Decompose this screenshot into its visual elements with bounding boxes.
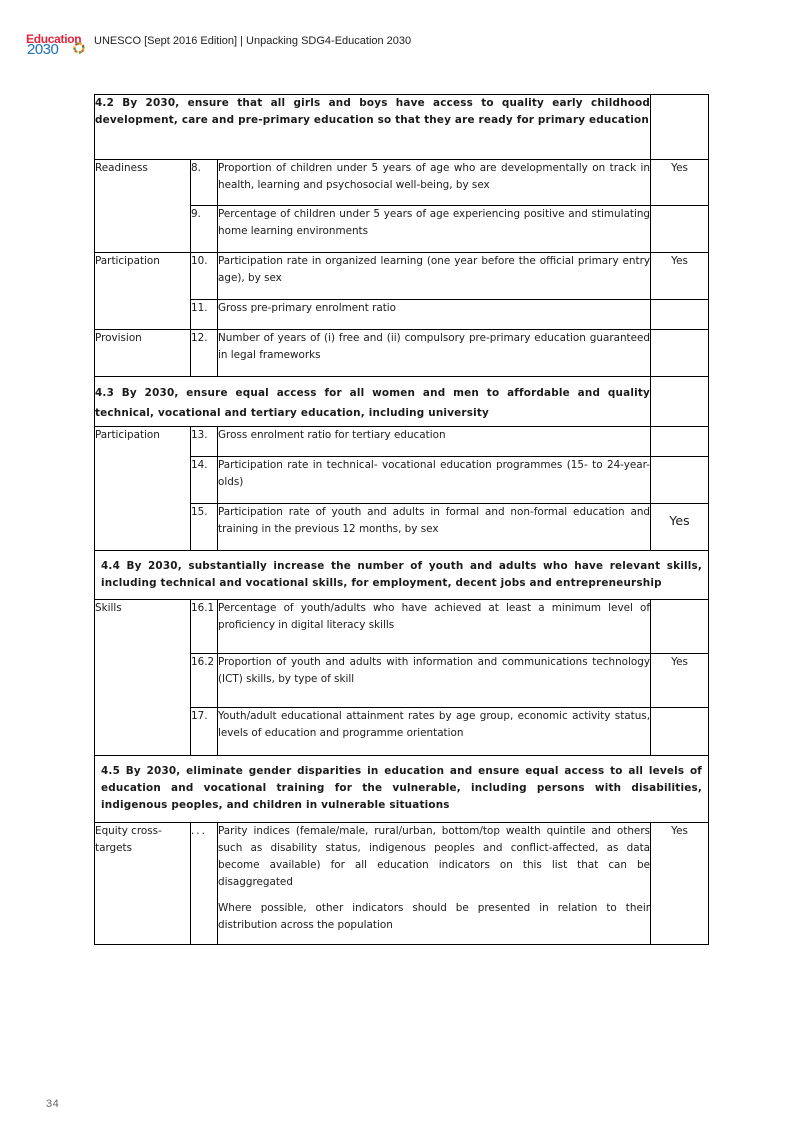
- indicator-description-paragraph: Where possible, other indicators should be presented in relation to their distribution across the population: [218, 902, 651, 931]
- header-title: UNESCO [Sept 2016 Edition] | Unpacking SDG4-Education 2030: [94, 35, 412, 47]
- target-header-row: [95, 756, 709, 823]
- indicator-number: 15.: [191, 504, 218, 551]
- indicator-description: Percentage of youth/adults who have achieved at least a minimum level of proficiency in digital literacy skills: [218, 600, 651, 654]
- theme-cell: Skills: [95, 600, 191, 756]
- global-indicator-flag: Yes: [651, 160, 709, 206]
- global-indicator-flag: Yes: [651, 823, 709, 945]
- indicator-number: 16.2: [191, 654, 218, 708]
- global-indicator-flag: [651, 206, 709, 253]
- indicator-description: Gross pre-primary enrolment ratio: [218, 300, 651, 330]
- indicator-description: Proportion of youth and adults with information and communications technology (ICT) skills, by type of skill: [218, 654, 651, 708]
- indicator-description: Proportion of children under 5 years of age who are developmentally on track in health, learning and psychosocial well-being, by sex: [218, 160, 651, 206]
- indicator-number: 17.: [191, 708, 218, 756]
- indicator-number: 8.: [191, 160, 218, 206]
- page-header: [26, 31, 412, 59]
- target-title: 4.2 By 2030, ensure that all girls and boys have access to quality early childhood development, care and pre-primary education so that they are ready for primary education: [95, 95, 651, 160]
- global-indicator-flag: [651, 330, 709, 377]
- global-indicator-flag: Yes: [651, 504, 709, 551]
- global-indicator-flag: [651, 457, 709, 504]
- table-row: [95, 330, 709, 377]
- target-header-row: [95, 95, 709, 160]
- target-header-row: [95, 551, 709, 600]
- theme-cell: Participation: [95, 427, 191, 551]
- global-indicator-flag: [651, 600, 709, 654]
- global-indicator-flag: [651, 300, 709, 330]
- indicator-description: Percentage of children under 5 years of age experiencing positive and stimulating home learning environments: [218, 206, 651, 253]
- target-title-empty-cell: [651, 377, 709, 427]
- indicator-number: 16.1: [191, 600, 218, 654]
- indicator-number: 10.: [191, 253, 218, 300]
- logo-text-2030: 2030: [27, 41, 59, 58]
- target-title-empty-cell: [651, 95, 709, 160]
- education-2030-logo: [26, 32, 88, 58]
- indicator-number: 9.: [191, 206, 218, 253]
- indicator-description-paragraph: Parity indices (female/male, rural/urban, bottom/top wealth quintile and others such as disability status, indigenous peoples and conflict-affected, as data become available) for all education indicators on this list that can be disaggregated: [218, 825, 651, 888]
- indicator-description: [218, 823, 651, 945]
- global-indicator-flag: [651, 708, 709, 756]
- page-number: 34: [46, 1098, 60, 1110]
- global-indicator-flag: Yes: [651, 654, 709, 708]
- indicator-number: 14.: [191, 457, 218, 504]
- indicator-description: Participation rate of youth and adults in formal and non-formal education and training in the previous 12 months, by sex: [218, 504, 651, 551]
- indicator-number: 13.: [191, 427, 218, 457]
- theme-cell: Participation: [95, 253, 191, 330]
- target-title: 4.3 By 2030, ensure equal access for all women and men to affordable and quality technical, vocational and tertiary education, including university: [95, 377, 651, 427]
- theme-cell: Equity cross-targets: [95, 823, 191, 945]
- target-header-row: [95, 377, 709, 427]
- global-indicator-flag: Yes: [651, 253, 709, 300]
- indicator-description: Number of years of (i) free and (ii) compulsory pre-primary education guaranteed in legal frameworks: [218, 330, 651, 377]
- table-row: [95, 427, 709, 457]
- indicator-number: ...: [191, 823, 218, 945]
- indicator-number: 11.: [191, 300, 218, 330]
- sdg-wheel-icon: [73, 42, 85, 54]
- indicator-description: Gross enrolment ratio for tertiary education: [218, 427, 651, 457]
- indicator-description: Participation rate in technical- vocational education programmes (15- to 24-year- olds): [218, 457, 651, 504]
- table-row: [95, 823, 709, 945]
- theme-cell: Provision: [95, 330, 191, 377]
- indicator-table: [94, 94, 709, 945]
- indicator-description: Participation rate in organized learning (one year before the official primary entry age), by sex: [218, 253, 651, 300]
- logo-text-education: Education: [26, 32, 82, 46]
- table-row: [95, 160, 709, 206]
- table-row: [95, 253, 709, 300]
- target-title: 4.5 By 2030, eliminate gender disparities in education and ensure equal access to all levels of education and vocational training for the vulnerable, including persons with disabilities, indigenous peoples, and children in vulnerable situations: [95, 756, 709, 823]
- indicator-number: 12.: [191, 330, 218, 377]
- global-indicator-flag: [651, 427, 709, 457]
- theme-cell: Readiness: [95, 160, 191, 253]
- indicator-description: Youth/adult educational attainment rates by age group, economic activity status, levels of education and programme orientation: [218, 708, 651, 756]
- table-row: [95, 600, 709, 654]
- target-title: 4.4 By 2030, substantially increase the number of youth and adults who have relevant skills, including technical and vocational skills, for employment, decent jobs and entrepreneurship: [95, 551, 709, 600]
